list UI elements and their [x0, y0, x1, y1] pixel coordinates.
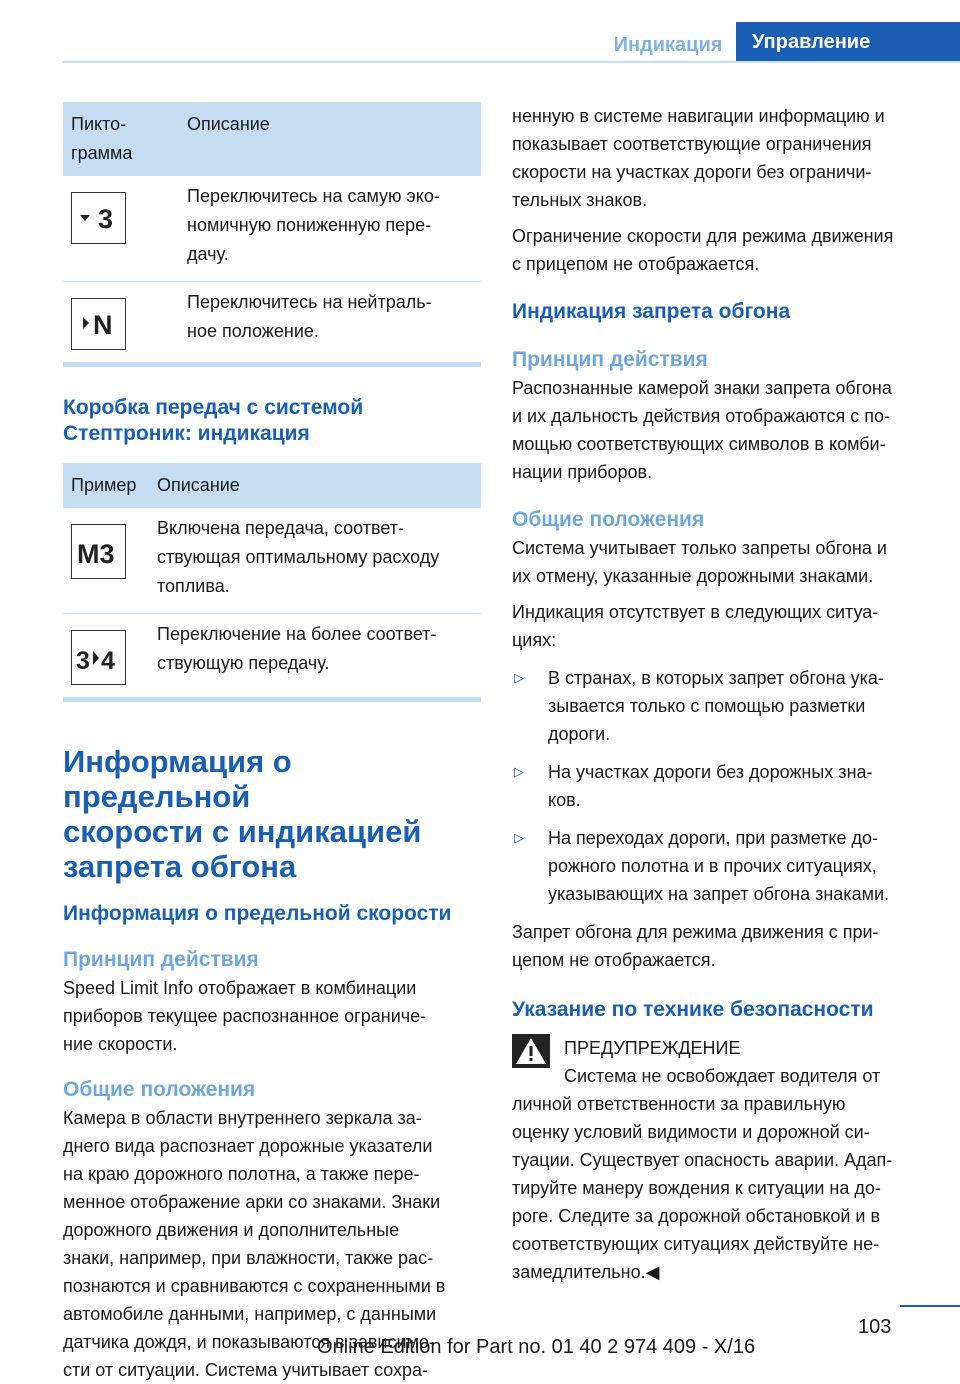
trailer-text: Ограничение скорости для режима движения с прицепом не отображается.: [512, 226, 894, 274]
bullet-list: [512, 664, 932, 908]
list-item-text: На участках дороги без дорожных зна- ков.: [548, 762, 873, 810]
bullet-triangle-icon: ▷: [514, 670, 524, 685]
no-overtake-heading: Индикация запрета обгона: [512, 300, 791, 323]
warning-block: [512, 1034, 932, 1286]
header-chapter-tab: Управление: [736, 22, 960, 63]
general-heading-2: Общие положения: [512, 508, 705, 531]
header-rule: [63, 61, 960, 63]
page-header: [0, 0, 960, 64]
table-header-description: Описание: [149, 463, 481, 508]
main-heading: Информация о предельной скорости с индикацией запрета обгона: [63, 744, 422, 884]
table-cell-text: Переключитесь на нейтраль- ное положение.: [179, 282, 481, 365]
trailer-overtake-text: Запрет обгона для режима движения с при- цепом не отображается.: [512, 922, 879, 970]
page-number: 103: [858, 1316, 892, 1338]
steptronic-table: [63, 463, 481, 702]
list-item-text: В странах, в которых запрет обгона ука- зывается только с помощью разметки дороги.: [548, 668, 884, 744]
shift-3-to-4-icon: [71, 630, 126, 685]
svg-text:M3: M3: [76, 538, 115, 568]
svg-text:3: 3: [97, 204, 113, 234]
left-column: [63, 102, 481, 1384]
principle-heading-2: Принцип действия: [512, 348, 708, 371]
svg-text:4: 4: [100, 646, 115, 674]
table-cell-text: Включена передача, соответ- ствующая оптимальному расходу топлива.: [149, 508, 481, 614]
downshift-3-icon: [71, 192, 126, 244]
warning-triangle-icon: [512, 1034, 550, 1068]
table-row: [63, 176, 481, 282]
general-heading: Общие положения: [63, 1078, 256, 1101]
svg-text:3: 3: [75, 646, 90, 674]
principle-text-2: Распознанные камерой знаки запрета обгона и их дальность действия отображаются с по- мощью соответствующих символов в комби- нации приборов.: [512, 378, 892, 482]
footer-edition: Online Edition for Part no. 01 40 2 974 409 - X/16: [317, 1336, 756, 1358]
list-item: [512, 758, 932, 814]
principle-text: Speed Limit Info отображает в комбинации приборов текущее распознанное ограниче- ние скорости.: [63, 978, 427, 1054]
table-header-row: [63, 102, 481, 176]
bullet-triangle-icon: ▷: [514, 830, 524, 845]
table-row: [63, 282, 481, 365]
list-item-text: На переходах дороги, при разметке до- рожного полотна и в прочих ситуациях, указывающих на запрет обгона знаками.: [548, 828, 890, 904]
right-column: [512, 102, 932, 1286]
table-header-description: Описание: [179, 102, 481, 176]
gear-hint-table: [63, 102, 481, 367]
footer-rule: [900, 1305, 960, 1307]
table-row: [63, 508, 481, 614]
neutral-n-icon: [71, 298, 126, 350]
absent-situations-text: Индикация отсутствует в следующих ситуа- циях:: [512, 602, 879, 650]
gear-m3-icon: [71, 524, 126, 579]
header-section-label: Индикация: [613, 34, 723, 56]
table-header-pictogram: Пикто- грамма: [63, 102, 179, 176]
general-text-2: Система учитывает только запреты обгона и их отмену, указанные дорожными знаками.: [512, 538, 887, 586]
table-cell-text: Переключитесь на самую эко- номичную пониженную пере- дачу.: [179, 176, 481, 282]
warning-text: Система не освобождает водителя от личной ответственности за правильную оценку условий видимости и дорожной си- туации. Существует опасность аварии. Адап- тируйте манеру вождения к ситуации на до- роге. Следите за дорожной обстановкой и в соответствующих ситуациях действуйте не- замедлительно.◀: [512, 1066, 893, 1282]
speed-limit-heading: Информация о предельной скорости: [63, 902, 452, 925]
bullet-triangle-icon: ▷: [514, 764, 524, 779]
table-header-example: Пример: [63, 463, 149, 508]
list-item: [512, 664, 932, 748]
steptronic-heading: Коробка передач с системой Стептроник: индикация: [63, 396, 364, 445]
table-row: [63, 614, 481, 700]
safety-heading: Указание по технике безопасности: [512, 998, 874, 1021]
table-header-row: [63, 463, 481, 508]
list-item: [512, 824, 932, 908]
general-text: Камера в области внутреннего зеркала за- днего вида распознает дорожные указатели на краю дорожного полотна, а также пере- менное отображение арки со знаками. Знаки дорожного движения и дополнительные знаки, например, при влажности, также рас- познаются и сравниваются с сохраненными в автомобиле данными, например, с данными датчика дождя, и показываются в зависимо- сти от ситуации. Система учитывает сохра-: [63, 1108, 446, 1380]
warning-title: ПРЕДУПРЕЖДЕНИЕ: [564, 1038, 741, 1058]
svg-text:N: N: [92, 310, 112, 340]
table-cell-text: Переключение на более соответ- ствующую передачу.: [149, 614, 481, 700]
navigation-text: ненную в системе навигации информацию и показывает соответствующие ограничения скорости на участках дороги без ограничи- тельных знаков.: [512, 106, 885, 210]
principle-heading: Принцип действия: [63, 948, 259, 971]
